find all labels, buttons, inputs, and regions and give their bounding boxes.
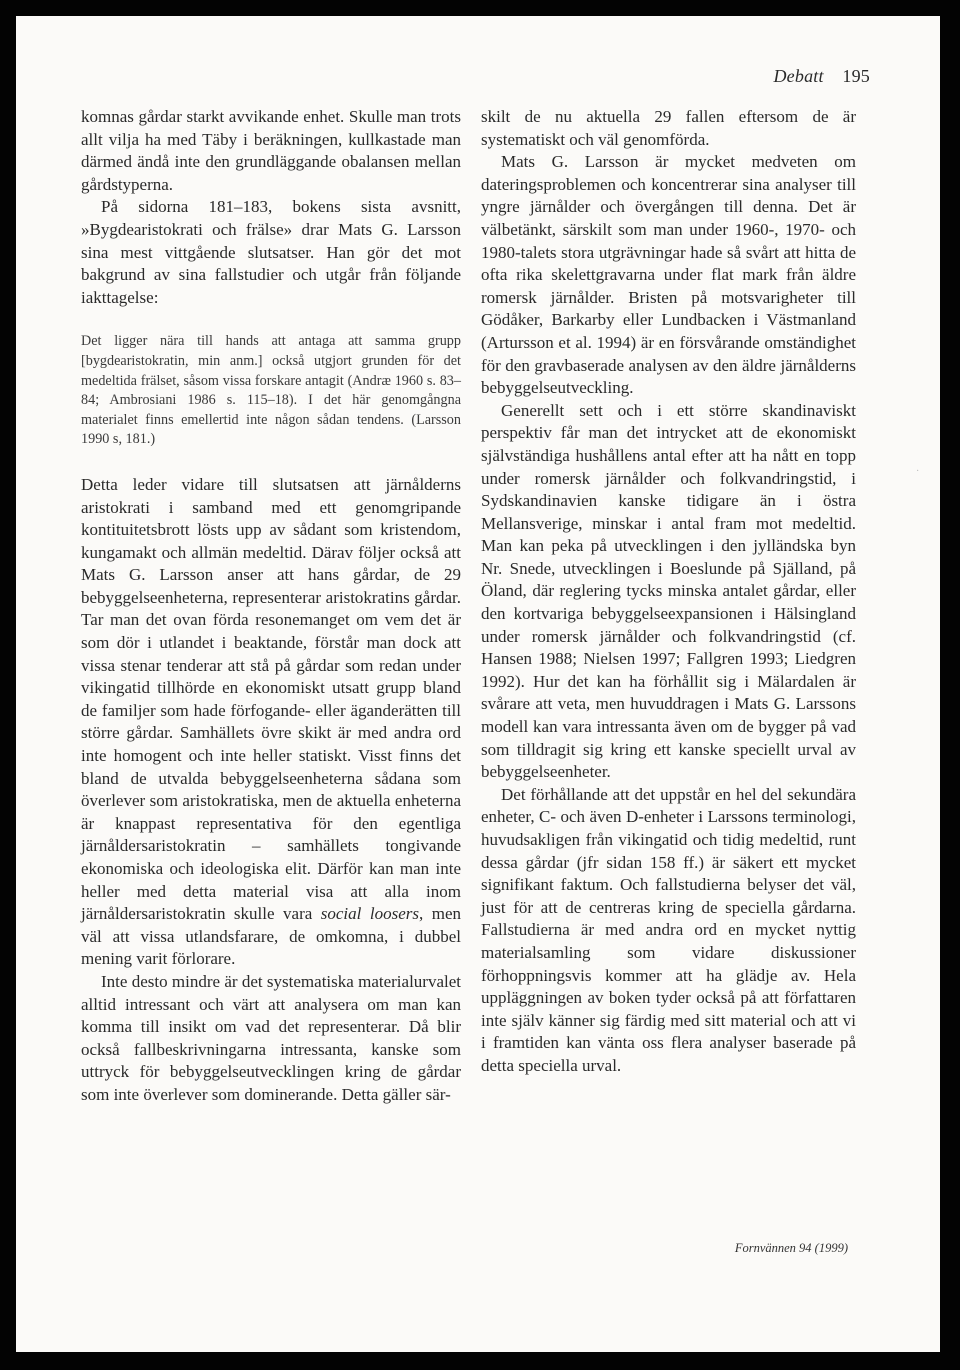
- paragraph: Inte desto mindre är det systematiska materialurvalet alltid intressant och värt att analysera om man kan komma till insikt om vad det representerar. Då blir också fallbeskrivningarna intressanta, kanske som uttryck för bebyggelseutvecklingen kring de gårdar som inte överlever som dominerande. Detta gäller sär-: [81, 971, 461, 1104]
- paragraph: skilt de nu aktuella 29 fallen eftersom de är systematiskt och väl genomförda.: [481, 107, 856, 149]
- left-column: [81, 106, 461, 1107]
- footer-citation: Fornvännen 94 (1999): [734, 1241, 848, 1255]
- paragraph-text: Detta leder vidare till slutsatsen att järnålderns aristokrati i samband med ett genomgripande kontituitetsbrott lösts upp av sådant som kristendom, kungamakt och allmän medeltid. Därav följer också att Mats G. Larsson anser att hans gårdar, de 29 bebyggelseenheterna, representerar aristokratins gårdar. Tar man det ovan förda resonemanget om vem det är som dör i utlandet i beaktande, förstår man dock att vissa stenar tenderar att stå på gårdar som redan under vikingatid tillhörde en ekonomiskt utsatt grupp bland de familjer som hade förfogande- eller äganderätten till större gårdar. Samhällets övre skikt är med andra ord inte homogent och inte heller statiskt. Visst finns det bland de utvalda bebyggelseenheterna sådana som överlever som aristokratiska, men de aktuella enheterna är knappast representativa för den egentliga järnåldersaristokratin – samhällets tongivande ekonomiska och ideologiska elit. Därför kan man inte heller med detta material visa att alla inom järnåldersaristokratin skulle vara: [81, 474, 461, 924]
- journal-page: [16, 16, 940, 1352]
- page-number: 195: [842, 66, 870, 86]
- scan-speck: ·: [916, 466, 920, 477]
- paragraph: På sidorna 181–183, bokens sista avsnitt, »Bygdearistokrati och frälse» drar Mats G. Larsson sina mest vittgående slutsatser. Han gör det mot bakgrund av sina fallstudier och utgår från följande iakttagelse:: [81, 197, 461, 307]
- paragraph-text: , men väl att vissa utlandsfarare, de omkomna, i dubbel mening varit förlorare.: [81, 904, 461, 969]
- block-quote: Det ligger nära till hands att antaga att samma grupp [bygdearistokratin, min anm.] också utgjort grunden för det medeltida frälset, såsom vissa forskare antagit (Andræ 1960 s. 83–84; Ambrosiani 1986 s. 115–18). I det här genomgångna materialet finns emellertid inte någon sådan tendens. (Larsson 1990 s, 181.): [81, 333, 461, 448]
- journal-section-title: Debatt: [773, 66, 824, 86]
- paragraph: [81, 474, 461, 971]
- paragraph: Det förhållande att det uppstår en hel del sekundära enheter, C- och även D-enheter i Larssons terminologi, huvudsakligen från vikingatid och tidig medeltid, runt dessa gårdar (jfr sidan 158 ff.) är säkert ett mycket signifikant faktum. Och fallstudierna belyser det väl, just för att de centreras kring de speciella gårdarna. Fallstudierna är med andra ord en mycket nyttig materialsamling som vidare diskussioner förhoppningsvis kommer att ha glädje av. Hela uppläggningen av boken tyder också på att författaren inte själv känner sig färdig med sitt material och att vi i framtiden kan vänta oss flera analyser baserade på detta speciella urval.: [481, 784, 856, 1075]
- paragraph: Generellt sett och i ett större skandinaviskt perspektiv får man det intrycket att de ekonomiskt självständiga hushållens antal efter att ha nått en topp under romersk järnålder och folkvandringstid, i Sydskandinavien kanske tidigare än i östra Mellansverige, minskar i antal fram mot medeltid. Man kan peka på utvecklingen i den jylländska byn Nr. Snede, utvecklingen i Boeslunde på Själland, på Öland, där reglering tycks minska antalet gårdar, eller den kortvariga bebyggelseexpansionen i Hälsingland under romersk järnålder och folkvandringstid (cf. Hansen 1988; Nielsen 1997; Fallgren 1993; Liedgren 1992). Hur det kan ha förhållit sig i Mälardalen är svårare att veta, men huvuddragen i Mats G. Larssons modell kan vara intressanta även om de bygger på vad som tilldragit sig kring ett kanske speciellt urval av bebyggelseenheter.: [481, 400, 856, 782]
- italic-term: social loosers: [320, 904, 419, 924]
- paragraph: Mats G. Larsson är mycket medveten om dateringsproblemen och koncentrerar sina analyser till yngre järnålder och övergången till denna. Det är välbetänkt, särskilt som man under 1960-, 1970- och 1980-talets stora utgrävningar hade så svårt att hitta de ofta rika skelettgravarna under flat mark från äldre romersk järnålder. Bristen på motsvarigheter till Gödåker, Barkarby eller Lundbacken i Västmanland (Artursson et al. 1994) är en försvårande omständighet för den gravbaserade analysen av den äldre järnålderns bebyggelseutveckling.: [481, 152, 856, 398]
- running-head: [773, 66, 870, 87]
- paragraph: komnas gårdar starkt avvikande enhet. Skulle man trots allt vilja ha med Täby i beräkningen, kullkastade man därmed ändå inte den grundläggande obalansen mellan gårdstyperna.: [81, 107, 461, 194]
- right-column: [481, 106, 856, 1078]
